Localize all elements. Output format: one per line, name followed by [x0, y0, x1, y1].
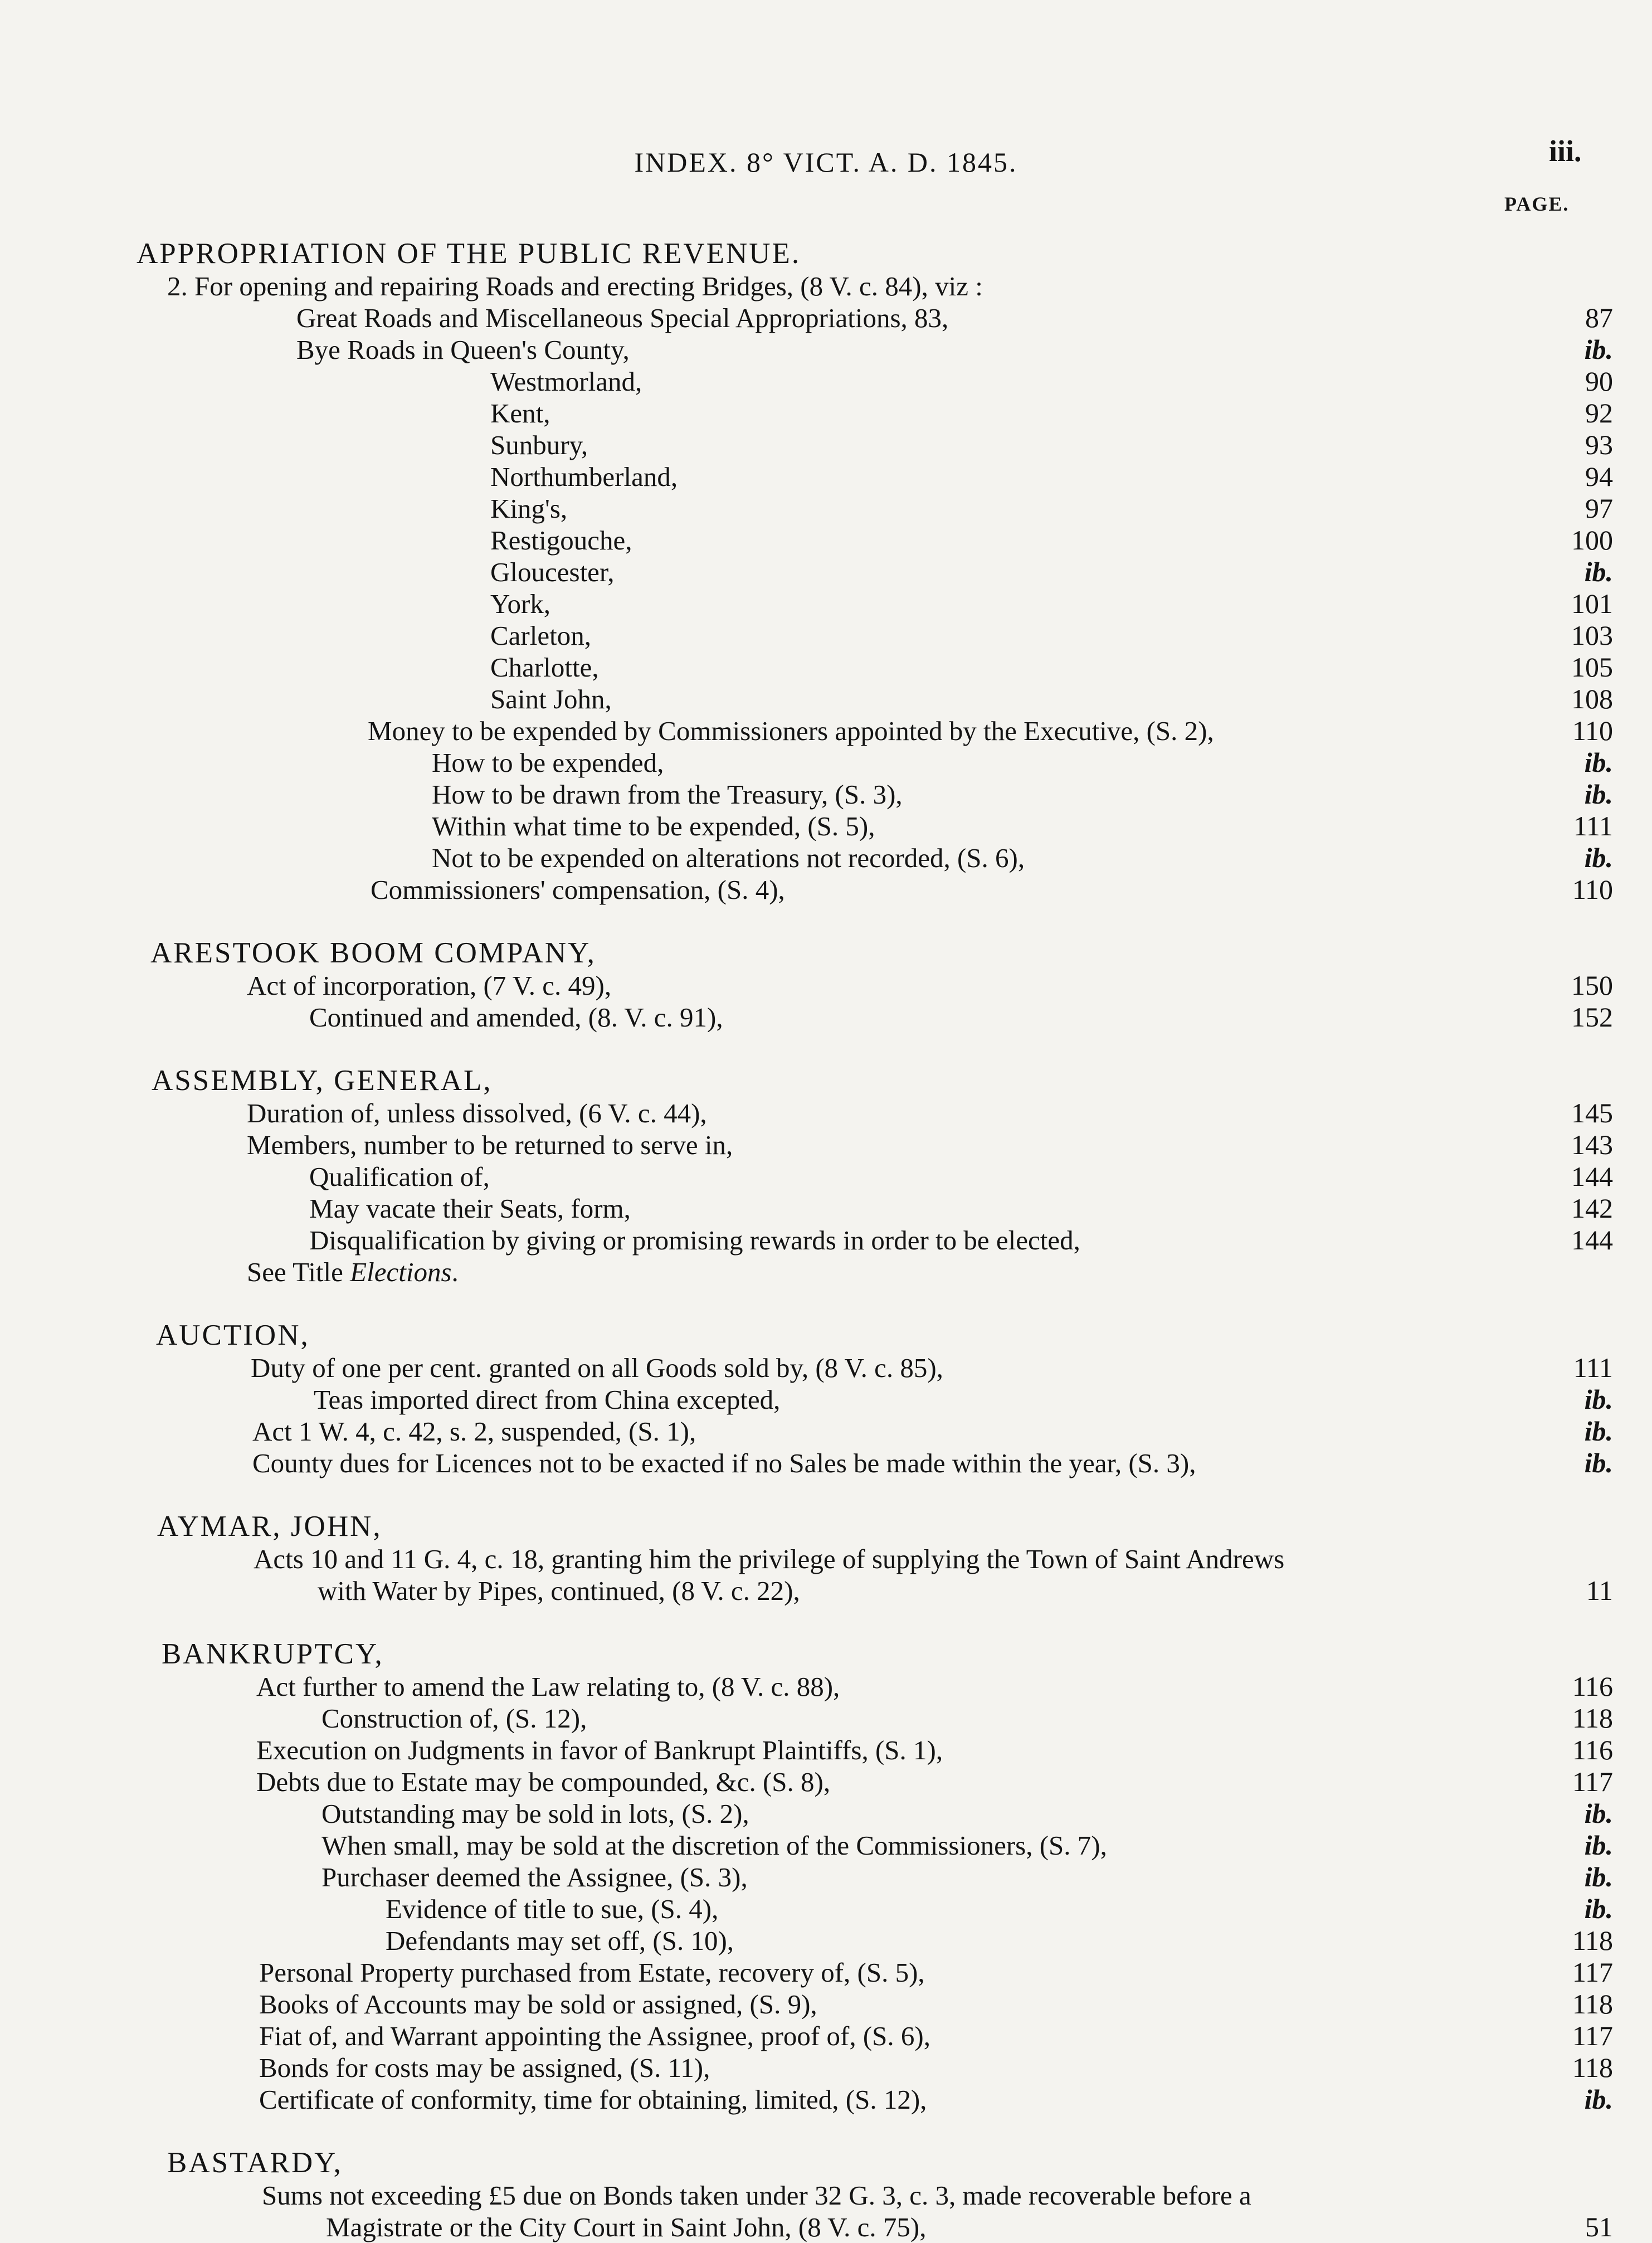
index-entry	[0, 429, 1652, 461]
page-reference: 142	[1571, 1193, 1613, 1224]
index-entry	[0, 1352, 1652, 1384]
index-entry	[0, 461, 1652, 493]
page-reference: 93	[1585, 429, 1613, 460]
entry-text: Personal Property purchased from Estate, recovery of, (S. 5),	[259, 1957, 925, 1988]
page-reference: 118	[1572, 1988, 1613, 2020]
index-entry	[0, 1957, 1652, 1988]
page-reference: 87	[1585, 302, 1613, 333]
index-entry	[0, 2020, 1652, 2052]
entry-text: Duty of one per cent. granted on all Goods sold by, (8 V. c. 85),	[251, 1352, 943, 1383]
entry-text: York,	[490, 588, 551, 619]
entry-text: County dues for Licences not to be exacted if no Sales be made within the year, (S. 3),	[252, 1448, 1196, 1478]
heading-text: BANKRUPTCY,	[162, 1638, 384, 1670]
page-reference: ib.	[1584, 1893, 1613, 1924]
index-section	[0, 1318, 1652, 1479]
page-reference: 111	[1573, 1352, 1613, 1383]
entry-text: Act of incorporation, (7 V. c. 49),	[247, 970, 612, 1001]
entry-text: Evidence of title to sue, (S. 4),	[386, 1894, 719, 1924]
index-entry	[0, 1001, 1652, 1033]
index-entry	[0, 2052, 1652, 2084]
page-reference: ib.	[1584, 1798, 1613, 1829]
index-section	[0, 1637, 1652, 2115]
entry-text: with Water by Pipes, continued, (8 V. c. 22),	[318, 1575, 800, 1606]
heading-text: ARESTOOK BOOM COMPANY,	[150, 937, 596, 969]
index-entries	[0, 237, 1652, 2243]
entry-text: Act 1 W. 4, c. 42, s. 2, suspended, (S. 1),	[252, 1416, 696, 1447]
entry-text: Restigouche,	[490, 525, 632, 556]
index-entry	[0, 334, 1652, 366]
page-reference: 152	[1571, 1001, 1613, 1033]
page-reference: 118	[1572, 1702, 1613, 1734]
index-entry	[0, 588, 1652, 620]
index-entry	[0, 715, 1652, 747]
entry-text: See Title Elections.	[247, 1257, 459, 1287]
page-reference: 110	[1572, 715, 1613, 746]
index-section	[0, 1510, 1652, 1607]
index-entry	[0, 779, 1652, 810]
section-heading	[0, 1637, 1652, 1671]
entry-text: Continued and amended, (8. V. c. 91),	[309, 1002, 723, 1033]
index-entry	[0, 1671, 1652, 1702]
page-reference: 150	[1571, 970, 1613, 1001]
page-reference: 145	[1571, 1097, 1613, 1128]
entry-text: When small, may be sold at the discretion of the Commissioners, (S. 7),	[321, 1830, 1107, 1861]
index-section	[0, 1064, 1652, 1288]
section-heading	[0, 1318, 1652, 1352]
page-reference: ib.	[1584, 1415, 1613, 1447]
entry-text: Saint John,	[490, 684, 612, 714]
page-reference: 117	[1572, 1766, 1613, 1797]
index-section	[0, 2146, 1652, 2243]
entry-text: How to be drawn from the Treasury, (S. 3),	[432, 779, 903, 810]
index-section	[0, 237, 1652, 906]
entry-text: Gloucester,	[490, 557, 615, 587]
entry-text: May vacate their Seats, form,	[309, 1193, 631, 1224]
page-reference: ib.	[1584, 334, 1613, 365]
page-reference: 144	[1571, 1161, 1613, 1192]
entry-text: Acts 10 and 11 G. 4, c. 18, granting him the privilege of supplying the Town of Saint Andrews	[254, 1544, 1285, 1574]
page-reference: 51	[1585, 2211, 1613, 2242]
entry-text: Bonds for costs may be assigned, (S. 11),	[259, 2052, 710, 2083]
page-reference: 100	[1571, 524, 1613, 556]
index-entry	[0, 874, 1652, 906]
entry-text: Certificate of conformity, time for obtaining, limited, (S. 12),	[259, 2084, 927, 2115]
index-entry	[0, 1447, 1652, 1479]
page-reference: 111	[1573, 810, 1613, 841]
index-entry	[0, 810, 1652, 842]
page-reference: 117	[1572, 1957, 1613, 1988]
index-entry	[0, 1734, 1652, 1766]
entry-text: 2. For opening and repairing Roads and erecting Bridges, (8 V. c. 84), viz :	[167, 271, 983, 301]
entry-text: Sunbury,	[490, 430, 588, 460]
entry-text: Execution on Judgments in favor of Bankrupt Plaintiffs, (S. 1),	[256, 1735, 943, 1765]
index-section	[0, 936, 1652, 1033]
page-reference: 92	[1585, 397, 1613, 429]
page-reference: 103	[1571, 620, 1613, 651]
entry-text: Fiat of, and Warrant appointing the Assignee, proof of, (S. 6),	[259, 2021, 930, 2051]
index-entry	[0, 1129, 1652, 1161]
page-reference: ib.	[1584, 747, 1613, 778]
page-reference: 11	[1586, 1575, 1613, 1606]
index-entry	[0, 1893, 1652, 1925]
index-entry	[0, 620, 1652, 651]
entry-text: Money to be expended by Commissioners appointed by the Executive, (S. 2),	[368, 716, 1214, 746]
index-entry	[0, 651, 1652, 683]
entry-text: Carleton,	[490, 620, 591, 651]
index-entry	[0, 1224, 1652, 1256]
page-reference: ib.	[1584, 2084, 1613, 2115]
heading-text: AYMAR, JOHN,	[157, 1510, 382, 1543]
section-heading	[0, 237, 1652, 270]
entry-text: Not to be expended on alterations not recorded, (S. 6),	[432, 843, 1025, 873]
page-reference: 116	[1572, 1734, 1613, 1765]
page-reference: 94	[1585, 461, 1613, 492]
entry-text: Books of Accounts may be sold or assigned, (S. 9),	[259, 1989, 817, 2020]
entry-text: Bye Roads in Queen's County,	[296, 334, 630, 365]
entry-text: Kent,	[490, 398, 550, 429]
page-column-label: PAGE.	[1504, 193, 1570, 215]
page-reference: ib.	[1584, 1384, 1613, 1415]
entry-text: Charlotte,	[490, 652, 599, 683]
entry-text: Commissioners' compensation, (S. 4),	[371, 874, 785, 905]
page-reference: ib.	[1584, 779, 1613, 810]
index-entry	[0, 1543, 1652, 1575]
page-reference: 97	[1585, 493, 1613, 524]
entry-text: Sums not exceeding £5 due on Bonds taken under 32 G. 3, c. 3, made recoverable before a	[262, 2180, 1251, 2211]
page-reference: 116	[1572, 1671, 1613, 1702]
index-entry	[0, 1193, 1652, 1224]
entry-text: Teas imported direct from China excepted,	[314, 1384, 781, 1415]
index-entry	[0, 1415, 1652, 1447]
section-heading	[0, 2146, 1652, 2179]
index-entry	[0, 302, 1652, 334]
entry-text: Westmorland,	[490, 366, 642, 397]
index-entry	[0, 1830, 1652, 1861]
index-entry	[0, 493, 1652, 524]
page-reference: ib.	[1584, 1447, 1613, 1478]
entry-text: Outstanding may be sold in lots, (S. 2),	[321, 1798, 749, 1829]
index-entry	[0, 842, 1652, 874]
index-entry	[0, 366, 1652, 397]
page-title: INDEX. 8° VICT. A. D. 1845.	[634, 147, 1018, 178]
index-entry	[0, 1925, 1652, 1957]
index-entry	[0, 1384, 1652, 1415]
page-reference: 105	[1571, 651, 1613, 683]
entry-text: Act further to amend the Law relating to, (8 V. c. 88),	[256, 1671, 840, 1702]
heading-text: AUCTION,	[156, 1319, 310, 1351]
index-entry	[0, 2211, 1652, 2243]
entry-text: Debts due to Estate may be compounded, &c. (S. 8),	[256, 1767, 831, 1797]
heading-text: ASSEMBLY, GENERAL,	[152, 1064, 493, 1097]
page-number: iii.	[1549, 134, 1582, 168]
page-reference: ib.	[1584, 842, 1613, 873]
page-reference: 101	[1571, 588, 1613, 619]
section-heading	[0, 1064, 1652, 1097]
page-reference: 118	[1572, 1925, 1613, 1956]
page-reference: 110	[1572, 874, 1613, 905]
entry-text: Construction of, (S. 12),	[321, 1703, 587, 1734]
section-heading	[0, 1510, 1652, 1543]
entry-text: Magistrate or the City Court in Saint John, (8 V. c. 75),	[326, 2212, 927, 2242]
entry-text: Duration of, unless dissolved, (6 V. c. 44),	[247, 1098, 707, 1128]
index-entry	[0, 270, 1652, 302]
page-reference: ib.	[1584, 556, 1613, 587]
index-entry	[0, 1702, 1652, 1734]
index-entry	[0, 1766, 1652, 1798]
index-entry	[0, 970, 1652, 1001]
page-reference: ib.	[1584, 1861, 1613, 1892]
entry-text: Defendants may set off, (S. 10),	[386, 1925, 734, 1956]
page-reference: ib.	[1584, 1830, 1613, 1861]
index-entry	[0, 1256, 1652, 1288]
index-entry	[0, 2084, 1652, 2115]
entry-text: King's,	[490, 493, 568, 524]
heading-text: BASTARDY,	[167, 2147, 343, 2179]
page-reference: 144	[1571, 1224, 1613, 1256]
entry-text: Purchaser deemed the Assignee, (S. 3),	[321, 1862, 748, 1892]
entry-text: Disqualification by giving or promising rewards in order to be elected,	[309, 1225, 1080, 1256]
index-entry	[0, 1097, 1652, 1129]
page-reference: 118	[1572, 2052, 1613, 2083]
index-entry	[0, 1988, 1652, 2020]
index-entry	[0, 747, 1652, 779]
page-reference: 90	[1585, 366, 1613, 397]
page-reference: 117	[1572, 2020, 1613, 2051]
index-entry	[0, 524, 1652, 556]
index-entry	[0, 1861, 1652, 1893]
entry-text: How to be expended,	[432, 747, 664, 778]
entry-text: Qualification of,	[309, 1161, 490, 1192]
entry-text: Great Roads and Miscellaneous Special Appropriations, 83,	[296, 303, 949, 333]
index-entry	[0, 1161, 1652, 1193]
index-entry	[0, 397, 1652, 429]
section-heading	[0, 936, 1652, 970]
heading-text: APPROPRIATION OF THE PUBLIC REVENUE.	[137, 237, 801, 270]
index-entry	[0, 1575, 1652, 1607]
index-entry	[0, 556, 1652, 588]
page-reference: 108	[1571, 683, 1613, 714]
entry-text: Northumberland,	[490, 461, 678, 492]
entry-text: Within what time to be expended, (S. 5),	[432, 811, 875, 841]
index-entry	[0, 1798, 1652, 1830]
index-entry	[0, 683, 1652, 715]
entry-text: Members, number to be returned to serve in,	[247, 1130, 733, 1160]
page-reference: 143	[1571, 1129, 1613, 1160]
index-entry	[0, 2179, 1652, 2211]
